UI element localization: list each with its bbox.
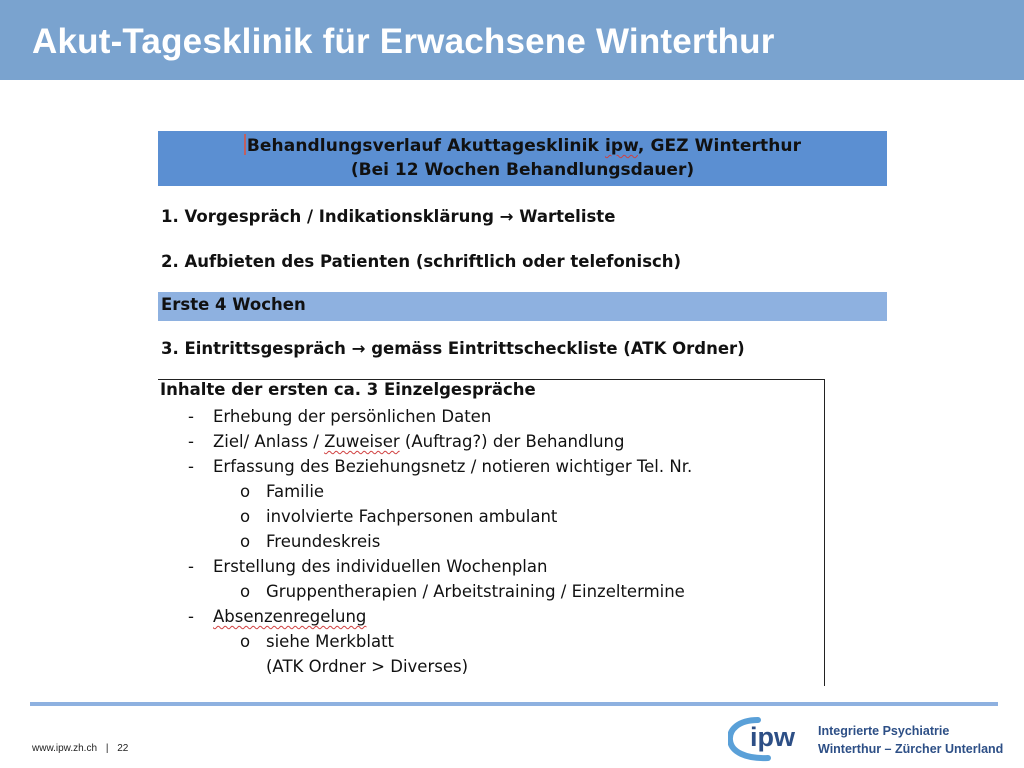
list-item: Absenzenregelung (213, 607, 367, 626)
section-title: Erste 4 Wochen (161, 295, 306, 314)
list-item: Ziel/ Anlass / Zuweiser (Auftrag?) der Behandlung (213, 432, 625, 451)
content-box (158, 379, 825, 686)
sub-list-item: Freundeskreis (266, 532, 381, 551)
sub-list-item: siehe Merkblatt (266, 632, 395, 651)
sub-list-item: Gruppentherapien / Arbeitstraining / Einzeltermine (266, 582, 685, 601)
list-item: Erhebung der persönlichen Daten (213, 407, 492, 426)
list-item: Erstellung des individuellen Wochenplan (213, 557, 548, 576)
step-1: 1. Vorgespräch / Indikationsklärung → Warteliste (161, 207, 616, 226)
box-title: Inhalte der ersten ca. 3 Einzelgespräche (160, 380, 536, 399)
document-header (158, 131, 887, 186)
bullet-marker: o (240, 532, 251, 551)
footer-divider (30, 702, 998, 706)
ipw-logo-mark (728, 716, 812, 762)
sub-list-item-continuation: (ATK Ordner > Diverses) (266, 657, 469, 676)
footer (32, 743, 128, 754)
ipw-logo (728, 716, 1008, 762)
sub-list-item: involvierte Fachpersonen ambulant (266, 507, 558, 526)
step-2: 2. Aufbieten des Patienten (schriftlich oder telefonisch) (161, 252, 682, 271)
bullet-marker: o (240, 507, 251, 526)
document-header-line2: (Bei 12 Wochen Behandlungsdauer) (350, 160, 695, 180)
list-item: Erfassung des Beziehungsnetz / notieren wichtiger Tel. Nr. (213, 457, 693, 476)
bullet-marker: o (240, 582, 251, 601)
title-bar (0, 0, 1024, 80)
footer-separator: | (105, 743, 109, 754)
ipw-word: ipw (604, 136, 638, 156)
page-number: 22 (117, 743, 129, 754)
sub-list-item: Familie (266, 482, 325, 501)
text-cursor (244, 134, 246, 155)
document-header-line1: Behandlungsverlauf Akuttagesklinik ipw, GEZ Winterthur (158, 134, 887, 158)
document-image (158, 131, 888, 686)
dash-marker: - (188, 557, 194, 576)
dash-marker: - (188, 607, 194, 626)
footer-url: www.ipw.zh.ch (32, 743, 98, 754)
bullet-marker: o (240, 632, 251, 651)
dash-marker: - (188, 432, 194, 451)
section-bar (158, 292, 887, 321)
ipw-logo-text: Integrierte Psychiatrie Winterthur – Zürcher Unterland (818, 724, 1004, 756)
slide-title: Akut-Tagesklinik für Erwachsene Winterthur (32, 22, 775, 61)
svg-text:ipw: ipw (750, 722, 795, 752)
dash-marker: - (188, 407, 194, 426)
step-3: 3. Eintrittsgespräch → gemäss Eintrittscheckliste (ATK Ordner) (161, 339, 745, 358)
dash-marker: - (188, 457, 194, 476)
bullet-marker: o (240, 482, 251, 501)
